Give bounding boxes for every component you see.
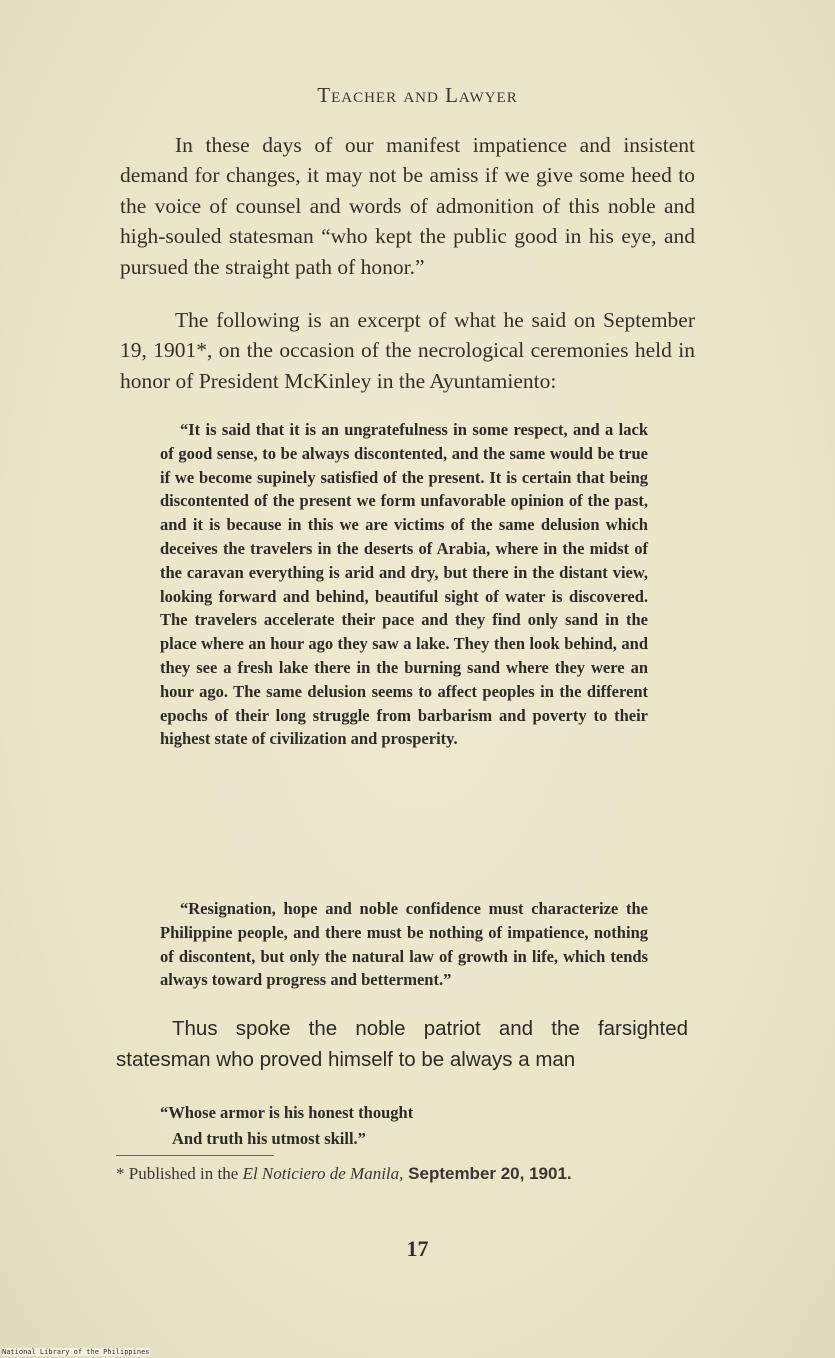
block-quote-resignation: “Resignation, hope and noble confidence must characterize the Philippine people, and there must be nothing of impatience, nothing of discontent, but only the natural law of growth in life, which tends always toward progress and betterment.”: [160, 899, 648, 990]
footnote-newspaper: El Noticiero de Manila,: [242, 1164, 404, 1183]
footnote: [116, 1162, 686, 1186]
verse-line-1: “Whose armor is his honest thought: [160, 1103, 414, 1122]
library-stamp: National Library of the Philippines: [2, 1348, 150, 1356]
footnote-marker: * Published in the: [116, 1164, 243, 1183]
paragraph-excerpt-intro: The following is an excerpt of what he said on September 19, 1901*, on the occasion of the necrological ceremonies held in honor of President McKinley in the Ayuntamiento:: [120, 308, 695, 393]
verse-quotation: [160, 1100, 413, 1152]
footnote-divider: [116, 1155, 274, 1156]
block-quote-delusion: “It is said that it is an ungratefulness in some respect, and a lack of good sense, to be always discontented, and the same would be true if we become supinely satisfied of the present. It is certain that being discontented of the present we form unfavorable opinion of the past, and it is because in this we are victims of the same delusion which deceives the travelers in the deserts of Arabia, where in the midst of the caravan everything is arid and dry, but there in the distant view, looking forward and behind, beautiful sight of water is discovered. The travelers accelerate their pace and they find only sand in the place where an hour ago they saw a lake. They then look behind, and they see a fresh lake there in the burning sand where they were an hour ago. The same delusion seems to affect peoples in the different epochs of their long struggle from barbarism and poverty to their highest state of civilization and prosperity.: [160, 420, 648, 749]
paragraph-impatience: In these days of our manifest impatience and insistent demand for changes, it may not be amiss if we give some heed to the voice of counsel and words of admonition of this noble and high-souled statesman “who kept the public good in his eye, and pursued the straight path of honor.”: [120, 133, 695, 279]
footnote-date: September 20, 1901.: [403, 1164, 572, 1183]
paragraph-noble-patriot: Thus spoke the noble patriot and the farsighted statesman who proved himself to be always a man: [116, 1017, 688, 1071]
verse-line-2: And truth his utmost skill.”: [172, 1129, 366, 1148]
page-number: 17: [406, 1236, 429, 1261]
running-head: Teacher and Lawyer: [317, 83, 518, 107]
